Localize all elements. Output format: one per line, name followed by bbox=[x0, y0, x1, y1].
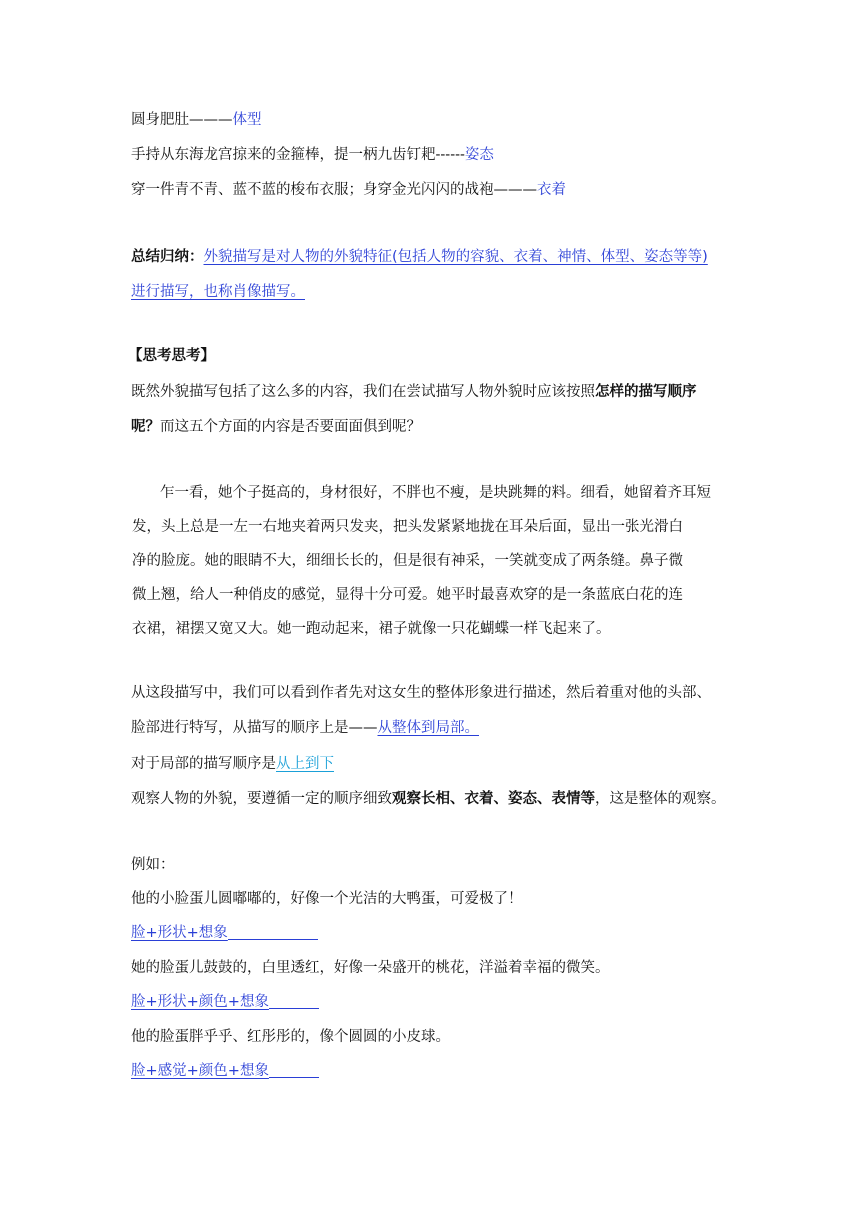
example-tag-3: 脸+感觉+颜色+想象 bbox=[131, 1061, 319, 1081]
think-question-1 bbox=[131, 382, 697, 402]
question-emphasis: 怎样的描写顺序 bbox=[595, 384, 697, 400]
feature-line-clothing bbox=[131, 180, 566, 200]
question-text: 既然外貌描写包括了这么多的内容，我们在尝试描写人物外貌时应该按照 bbox=[131, 384, 595, 400]
feature-tag: 衣着 bbox=[537, 182, 566, 198]
analysis-text: ，这是整体的观察。 bbox=[595, 791, 726, 807]
example-sentence-1: 他的小脸蛋儿圆嘟嘟的，好像一个光洁的大鸭蛋，可爱极了！ bbox=[131, 891, 523, 907]
analysis-emphasis: 观察长相、衣着、姿态、表情等 bbox=[392, 791, 595, 807]
summary-line-2 bbox=[131, 282, 305, 302]
analysis-line-4 bbox=[131, 789, 726, 809]
summary-text: 进行描写，也称肖像描写。 bbox=[131, 284, 305, 300]
feature-tag: 姿态 bbox=[464, 147, 494, 163]
passage-line: 净的脸庞。她的眼睛不大，细细长长的，但是很有神采，一笑就变成了两条缝。鼻子微 bbox=[132, 553, 683, 569]
summary-label: 总结归纳： bbox=[131, 249, 204, 265]
passage-line: 发，头上总是一左一右地夹着两只发夹，把头发紧紧地拢在耳朵后面，显出一张光滑白 bbox=[132, 519, 683, 535]
passage-line: 微上翘，给人一种俏皮的感觉，显得十分可爱。她平时最喜欢穿的是一条蓝底白花的连 bbox=[132, 587, 683, 603]
analysis-answer: 从上到下 bbox=[276, 756, 334, 772]
question-text: 而这五个方面的内容是否要面面俱到呢？ bbox=[160, 419, 421, 435]
passage-line: 乍一看，她个子挺高的，身材很好，不胖也不瘦，是块跳舞的料。细看，她留着齐耳短 bbox=[160, 485, 711, 501]
examples-intro: 例如： bbox=[131, 857, 175, 873]
analysis-text: 观察人物的外貌，要遵循一定的顺序细致 bbox=[131, 791, 392, 807]
feature-line-body bbox=[131, 110, 262, 130]
think-question-2 bbox=[131, 417, 421, 437]
example-sentence-3: 他的脸蛋胖乎乎、红彤彤的，像个圆圆的小皮球。 bbox=[131, 1029, 450, 1045]
question-emphasis: 呢？ bbox=[131, 419, 160, 435]
analysis-line-2 bbox=[131, 718, 479, 738]
analysis-line-3 bbox=[131, 754, 340, 774]
summary-text: 外貌描写是对人物的外貌特征(包括人物的容貌、衣着、神情、体型、姿态等等) bbox=[203, 249, 708, 265]
feature-text: 圆身肥肚——— bbox=[131, 112, 233, 128]
example-passage bbox=[132, 476, 732, 646]
analysis-line-1: 从这段描写中，我们可以看到作者先对这女生的整体形象进行描述，然后着重对他的头部、 bbox=[131, 685, 711, 701]
feature-text: 穿一件青不青、蓝不蓝的梭布衣服；身穿金光闪闪的战袍——— bbox=[131, 182, 537, 198]
analysis-answer: 从整体到局部。 bbox=[377, 720, 479, 736]
feature-line-posture bbox=[131, 145, 494, 165]
feature-text: 手持从东海龙宫掠来的金箍棒，提一柄九齿钉耙------ bbox=[131, 147, 465, 163]
analysis-text: 对于局部的描写顺序是 bbox=[131, 756, 276, 772]
analysis-text: 脸部进行特写，从描写的顺序上是—— bbox=[131, 720, 378, 736]
summary-line-1 bbox=[131, 247, 708, 267]
think-heading: 【思考思考】 bbox=[128, 348, 215, 364]
example-tag-2: 脸+形状+颜色+想象 bbox=[131, 992, 319, 1012]
feature-tag: 体型 bbox=[232, 112, 262, 128]
example-sentence-2: 她的脸蛋儿鼓鼓的，白里透红，好像一朵盛开的桃花，洋溢着幸福的微笑。 bbox=[131, 960, 610, 976]
example-tag-1: 脸+形状+想象 bbox=[131, 923, 318, 943]
passage-line: 衣裙，裙摆又宽又大。她一跑动起来，裙子就像一只花蝴蝶一样飞起来了。 bbox=[132, 621, 611, 637]
